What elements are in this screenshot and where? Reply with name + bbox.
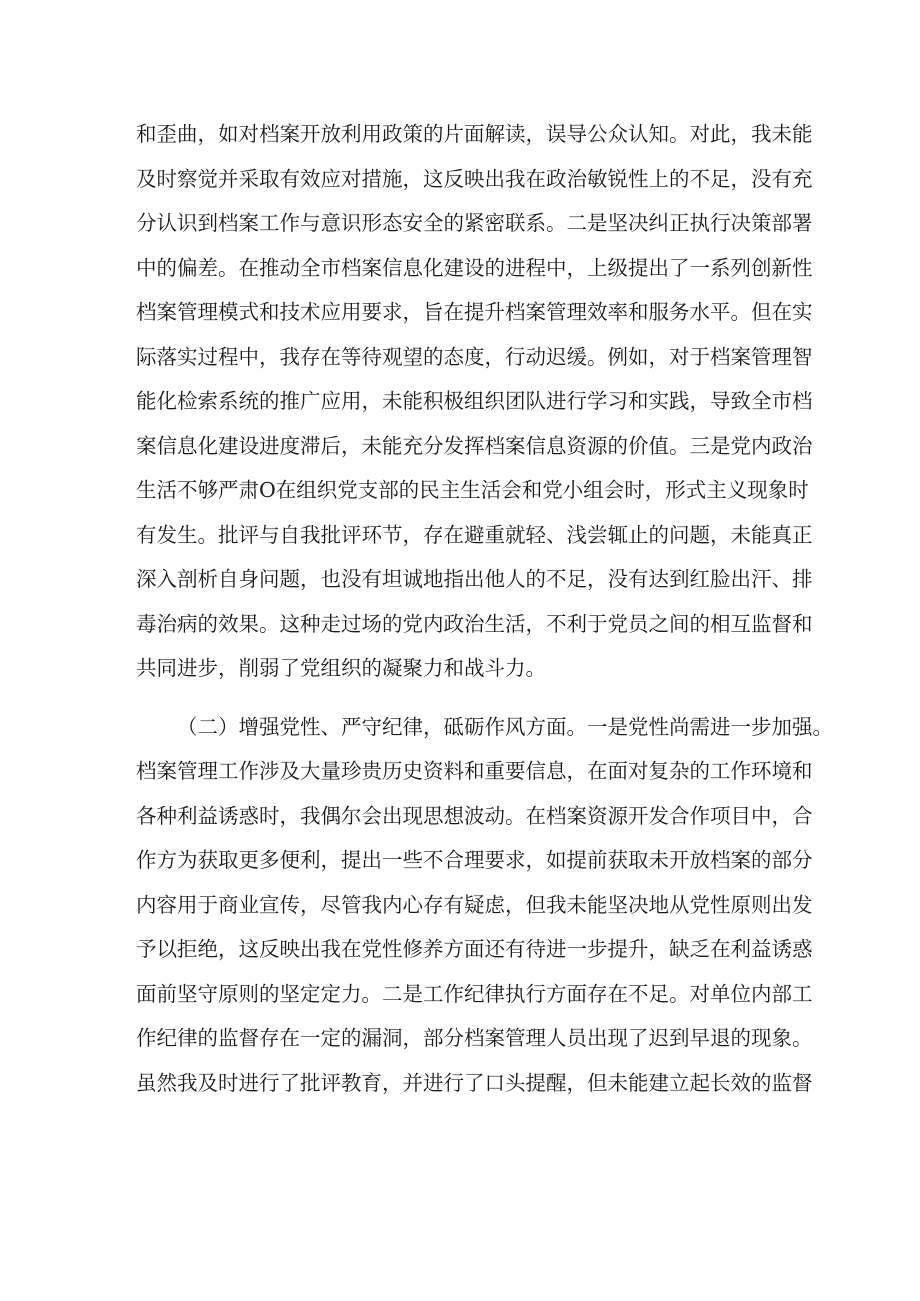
text-line: 作纪律的监督存在一定的漏洞，部分档案管理人员出现了迟到早退的现象。 [136,1026,813,1050]
text-line: 作方为获取更多便利，提出一些不合理要求，如提前获取未开放档案的部分 [136,848,813,872]
text-line: 各种利益诱惑时，我偶尔会出现思想波动。在档案资源开发合作项目中，合 [136,803,813,828]
text-line: 案信息化建设进度滞后，未能充分发挥档案信息资源的价值。三是党内政治 [136,433,813,458]
text-line: 予以拒绝，这反映出我在党性修养方面还有待进一步提升，缺乏在利益诱惑 [136,937,813,961]
text-line: 能化检索系统的推广应用，未能积极组织团队进行学习和实践，导致全市档 [136,389,813,413]
text-line: 面前坚守原则的坚定定力。二是工作纪律执行方面存在不足。对单位内部工 [136,981,813,1006]
text-line: 分认识到档案工作与意识形态安全的紧密联系。二是坚决纠正执行决策部署 [136,211,813,235]
text-line: 际落实过程中，我存在等待观望的态度，行动迟缓。例如，对于档案管理智 [136,344,813,369]
document-body [136,112,833,1105]
text-line: 生活不够严肃O在组织党支部的民主生活会和党小组会时，形式主义现象时 [136,478,809,502]
text-line: 共同进步，削弱了党组织的凝聚力和战斗力。 [136,656,546,680]
paragraph-gap [136,691,796,705]
text-line: 及时察觉并采取有效应对措施，这反映出我在政治敏锐性上的不足，没有充 [136,166,813,191]
text-line: 深入剖析自身问题，也没有坦诚地指出他人的不足，没有达到红脸出汗、排 [136,567,813,591]
text-line: 毒治病的效果。这种走过场的党内政治生活，不利于党员之间的相互监督和 [136,611,813,636]
text-line: 档案管理工作涉及大量珍贵历史资料和重要信息，在面对复杂的工作环境和 [136,759,813,783]
text-line: 档案管理模式和技术应用要求，旨在提升档案管理效率和服务水平。但在实 [136,300,813,324]
text-line: 有发生。批评与自我批评环节，存在避重就轻、浅尝辄止的问题，未能真正 [136,522,813,547]
paragraph-1 [136,112,813,691]
text-line: 虽然我及时进行了批评教育，并进行了口头提醒，但未能建立起长效的监督 [136,1070,813,1095]
text-line: 和歪曲，如对档案开放利用政策的片面解读，误导公众认知。对此，我未能 [136,122,813,146]
text-line: 内容用于商业宣传，尽管我内心存有疑虑，但我未能坚决地从党性原则出发 [136,892,813,917]
section-heading-line: （二）增强党性、严守纪律，砥砺作风方面。一是党性尚需进一步加强。 [177,714,833,739]
paragraph-2 [136,705,833,1106]
text-line: 中的偏差。在推动全市档案信息化建设的进程中，上级提出了一系列创新性 [136,255,813,280]
